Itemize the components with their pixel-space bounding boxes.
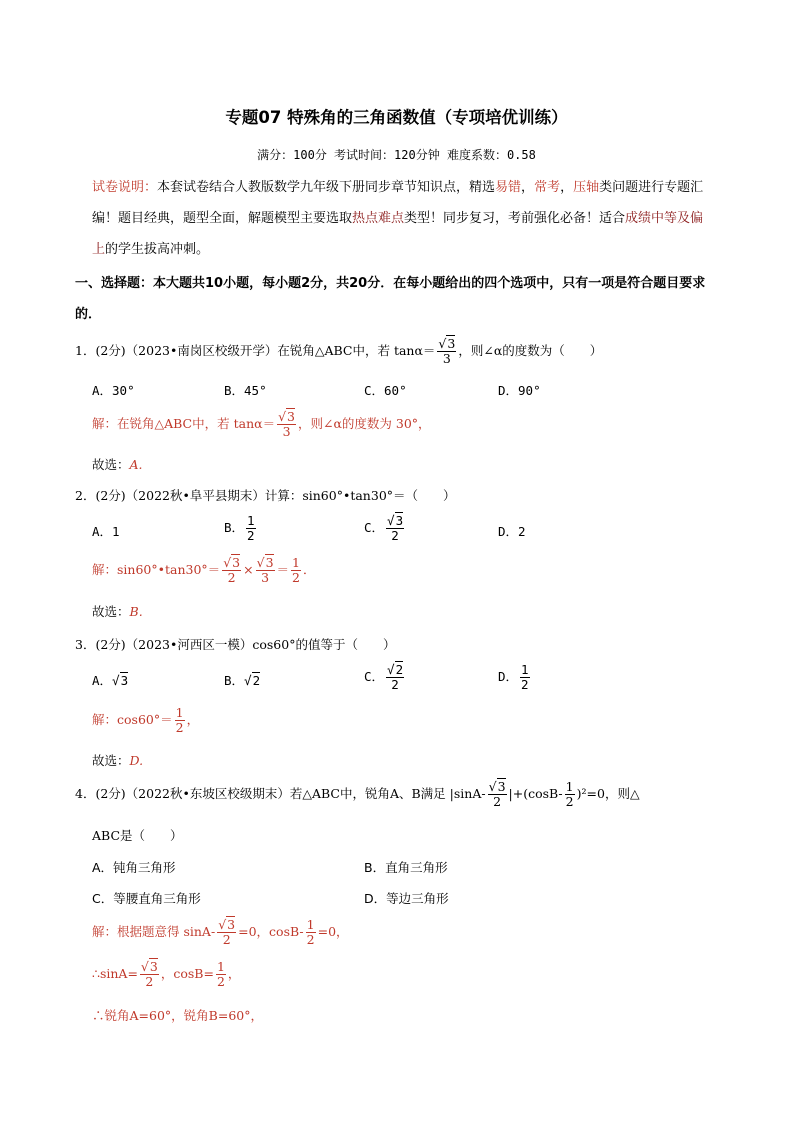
q4-sol1-prefix: 解：根据题意得 sinA- [92,924,216,939]
q2-sol-frac-3: $\frac{1}{2}$ [292,555,300,585]
q4-option-d[interactable]: D．等边三角形 [364,891,449,906]
q1-answer-label: 故选： [92,457,130,472]
keyword-5: 成绩中等及偏上 [92,211,704,257]
q4-sol2-prefix: ∴sinA= [92,966,138,981]
q4-sol2-frac-1: $\frac{√3}{2}$ [140,959,158,989]
q4-sol1-mid: =0，cosB- [238,924,304,939]
page-title: 专题07 特殊角的三角函数值（专项培优训练） [225,108,568,127]
q4-stem-prefix: 4．(2分)（2022秋•东坡区校级期末）若△ABC中，锐角A、B满足 |sinA- [75,786,486,801]
q4-option-b[interactable]: B．直角三角形 [364,860,448,875]
q4-stem-frac-1: $\frac{√3}{2}$ [488,779,506,809]
q4-stem-frac-2: $\frac{1}{2}$ [565,779,574,809]
q4-option-c[interactable]: C．等腰直角三角形 [92,891,201,906]
question-1-stem [75,337,602,366]
q2-solution: 解：sin60°•tan30°＝ $\frac{√3}{2}$ × $\frac{√3}{3}$ ＝ $\frac{1}{2}$ ． [92,555,316,585]
q2-sol-frac-2: $\frac{√3}{3}$ [256,555,274,585]
q1-option-a[interactable]: A．30° [92,383,135,398]
q4-sol1-frac-1: $\frac{√3}{2}$ [218,917,236,947]
q1-option-b[interactable]: B．45° [224,383,267,398]
q2-answer [92,602,143,620]
q4-solution-line2 [92,960,240,989]
q4-stem-mid: |+(cosB- [508,786,563,801]
question-2-stem: 2．(2分)（2022秋•阜平县期末）计算：sin60°•tan30°＝（ ） [75,488,456,503]
q3-option-a[interactable] [92,671,128,689]
q4-sol1-frac-2: $\frac{1}{2}$ [306,917,315,947]
q2-option-d[interactable]: D．2 [498,524,526,539]
q1-stem-suffix: ，则∠α的度数为（ ） [458,343,603,358]
q1-option-c[interactable]: C．60° [364,383,407,398]
intro-paragraph [92,172,714,265]
question-3-stem: 3．(2分)（2023•河西区一模）cos60°的值等于（ ） [75,637,396,652]
q1-sol-suffix: ，则∠α的度数为 30°， [298,416,431,431]
intro-label: 试卷说明： [92,180,158,195]
q3-sol-prefix: 解：cos60°＝ [92,712,173,727]
q2-option-c[interactable] [364,514,406,543]
q3-option-d-label: D． [498,669,519,684]
q3-option-c-label: C． [364,669,385,684]
q2-answer-value: B. [129,604,143,619]
q4-option-a[interactable]: A．钝角三角形 [92,860,176,875]
q2-option-a[interactable]: A．1 [92,524,120,539]
q3-sol-fraction: $\frac{1}{2}$ [175,705,184,735]
q3-answer-value: D. [129,753,144,768]
q4-sol2-mid: ，cosB= [160,966,214,981]
q3-option-a-sqrt: √3 [112,673,129,688]
keyword-2: 常考 [534,180,561,195]
q4-sol2-suffix: ， [227,966,241,981]
q1-fraction: $\frac{√3}{3}$ [438,336,456,366]
keyword-1: 易错 [495,180,522,195]
q1-answer [92,455,143,473]
intro-text-1: 本套试卷结合人教版数学九年级下册同步章节知识点，精选 [157,180,496,195]
q4-solution-line1 [92,918,349,947]
question-4-stem-line2: ABC是（ ） [92,828,183,843]
q2-option-c-fraction: $\frac{√3}{2}$ [387,513,404,543]
q1-sol-fraction: $\frac{√3}{3}$ [278,409,295,439]
intro-text-4: 的学生拔高冲刺。 [105,242,210,257]
q3-option-b[interactable] [224,671,260,689]
q3-option-d-fraction: $\frac{1}{2}$ [521,662,529,692]
q4-stem-suffix: )²=0，则△ [576,786,640,801]
section-heading: 一、选择题：本大题共10小题，每小题2分，共20分．在每小题给出的四个选项中，只有一项是符合题目要求的． [75,276,706,322]
intro-text-2: 类问题进行专题汇编！题目经典，题型全面，解题模型主要选取 [92,180,704,226]
q3-option-b-sqrt: √2 [244,673,261,688]
q1-answer-value: A. [129,457,143,472]
q1-solution [92,410,431,439]
q4-sol1-suffix: =0， [317,924,349,939]
q1-option-d[interactable]: D．90° [498,383,541,398]
q3-solution: 解：cos60°＝ $\frac{1}{2}$ ， [92,705,200,735]
exam-meta: 满分：100分 考试时间：120分钟 难度系数：0.58 [257,148,536,162]
q2-sol-frac-1: $\frac{√3}{2}$ [223,555,241,585]
intro-text-3: 类型！同步复习，考前强化必备！适合 [404,211,626,226]
q3-option-a-label: A． [92,673,113,688]
q3-option-c[interactable] [364,663,406,692]
q4-solution-line3: ∴锐角A=60°，锐角B=60°， [92,1008,263,1023]
q2-option-b-label: B． [224,520,245,535]
q3-answer-label: 故选： [92,753,130,768]
q2-option-c-label: C． [364,520,385,535]
q2-answer-label: 故选： [92,604,130,619]
question-4-stem [75,780,640,809]
q2-option-b-fraction: $\frac{1}{2}$ [247,513,255,543]
keyword-4: 热点难点 [352,211,405,226]
q3-option-c-fraction: $\frac{√2}{2}$ [387,662,404,692]
sep-2: ， [560,180,574,195]
q2-option-b[interactable] [224,514,258,543]
q1-stem-prefix: 1．(2分)（2023•南岗区校级开学）在锐角△ABC中，若 tanα＝ [75,343,436,358]
q3-option-d[interactable] [498,663,532,692]
sep-1: ， [521,180,535,195]
q1-sol-prefix: 解：在锐角△ABC中，若 tanα＝ [92,416,276,431]
q2-sol-prefix: 解：sin60°•tan30°＝ [92,562,221,577]
q4-sol2-frac-2: $\frac{1}{2}$ [216,959,225,989]
q3-answer [92,751,143,769]
keyword-3: 压轴 [573,180,600,195]
q3-option-b-label: B． [224,673,245,688]
